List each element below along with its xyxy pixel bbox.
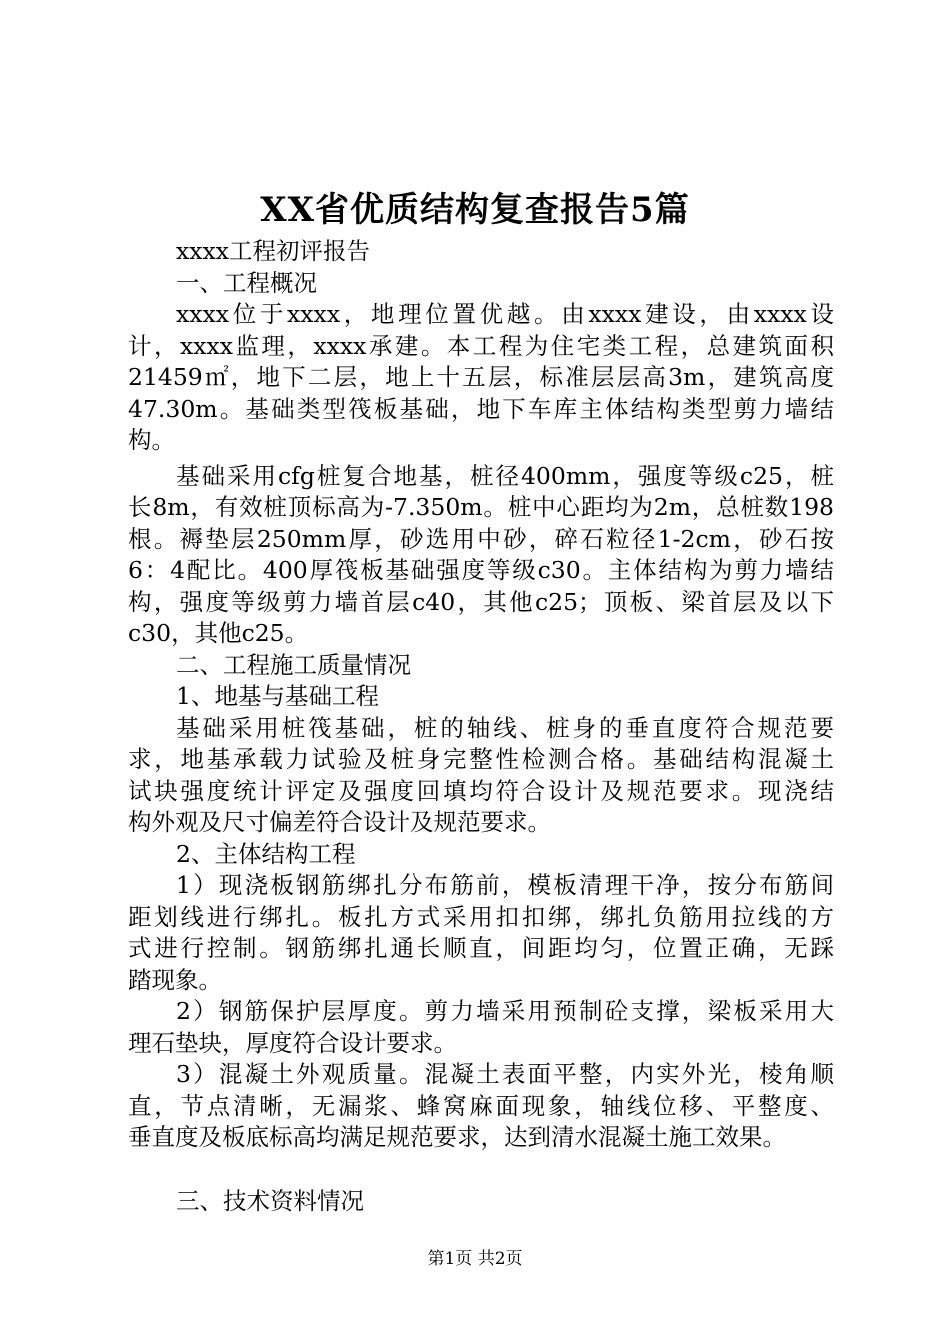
- paragraph-line: 构。: [128, 426, 175, 454]
- paragraph-line: c30，其他c25。: [128, 619, 309, 647]
- paragraph-line: 垂直度及板底标高均满足规范要求，达到清水混凝土施工效果。: [128, 1123, 786, 1151]
- paragraph-line: 试块强度统计评定及强度回填均符合设计及规范要求。现浇结: [128, 776, 834, 805]
- paragraph-line: 6：4配比。400厚筏板基础强度等级c30。主体结构为剪力墙结: [128, 556, 834, 584]
- subsection-heading: 2、主体结构工程: [176, 839, 356, 868]
- paragraph-line: 理石垫块，厚度符合设计要求。: [128, 1028, 457, 1057]
- paragraph-line: 47.30m。基础类型筏板基础，地下车库主体结构类型剪力墙结: [128, 394, 834, 423]
- paragraph-line: 长8m，有效桩顶标高为-7.350m。桩中心距均为2m，总桩数198: [128, 493, 834, 521]
- paragraph-line: 距划线进行绑扎。板扎方式采用扣扣绑，绑扎负筋用拉线的方: [128, 902, 834, 931]
- paragraph-line: 21459㎡，地下二层，地上十五层，标准层层高3m，建筑高度: [128, 363, 834, 391]
- document-body: [128, 236, 834, 1217]
- page-number: 第1页 共2页: [427, 1249, 523, 1269]
- section-heading: 一、工程概况: [176, 268, 317, 297]
- subtitle-line: xxxx工程初评报告: [176, 237, 371, 265]
- paragraph-line: 构外观及尺寸偏差符合设计及规范要求。: [128, 808, 551, 836]
- page-title: XX省优质结构复查报告5篇: [260, 190, 690, 230]
- paragraph-line: 踏现象。: [128, 965, 222, 994]
- paragraph-line: 直，节点清晰，无漏浆、蜂窝麻面现象，轴线位移、平整度、: [128, 1091, 834, 1120]
- paragraph-line: 基础采用cfg桩复合地基，桩径400mm，强度等级c25，桩: [176, 461, 834, 490]
- section-heading: 二、工程施工质量情况: [176, 650, 411, 679]
- paragraph-line: 计，xxxx监理，xxxx承建。本工程为住宅类工程，总建筑面积: [128, 331, 834, 360]
- section-heading: 三、技术资料情况: [176, 1186, 364, 1215]
- paragraph-line: 式进行控制。钢筋绑扎通长顺直，间距均匀，位置正确，无踩: [128, 934, 834, 962]
- paragraph-line: 3）混凝土外观质量。混凝土表面平整，内实外光，棱角顺: [176, 1060, 834, 1088]
- paragraph-line: 基础采用桩筏基础，桩的轴线、桩身的垂直度符合规范要: [176, 713, 834, 742]
- paragraph-line: xxxx位于xxxx，地理位置优越。由xxxx建设，由xxxx设: [176, 300, 834, 328]
- paragraph-line: 1）现浇板钢筋绑扎分布筋前，模板清理干净，按分布筋间: [176, 871, 834, 899]
- paragraph-line: 求，地基承载力试验及桩身完整性检测合格。基础结构混凝土: [128, 745, 834, 773]
- paragraph-line: 根。褥垫层250mm厚，砂选用中砂，碎石粒径1-2cm，砂石按: [128, 524, 834, 553]
- paragraph-line: 构，强度等级剪力墙首层c40，其他c25；顶板、梁首层及以下: [128, 587, 834, 616]
- paragraph-line: 2）钢筋保护层厚度。剪力墙采用预制砼支撑，梁板采用大: [176, 997, 834, 1025]
- subsection-heading: 1、地基与基础工程: [176, 682, 379, 710]
